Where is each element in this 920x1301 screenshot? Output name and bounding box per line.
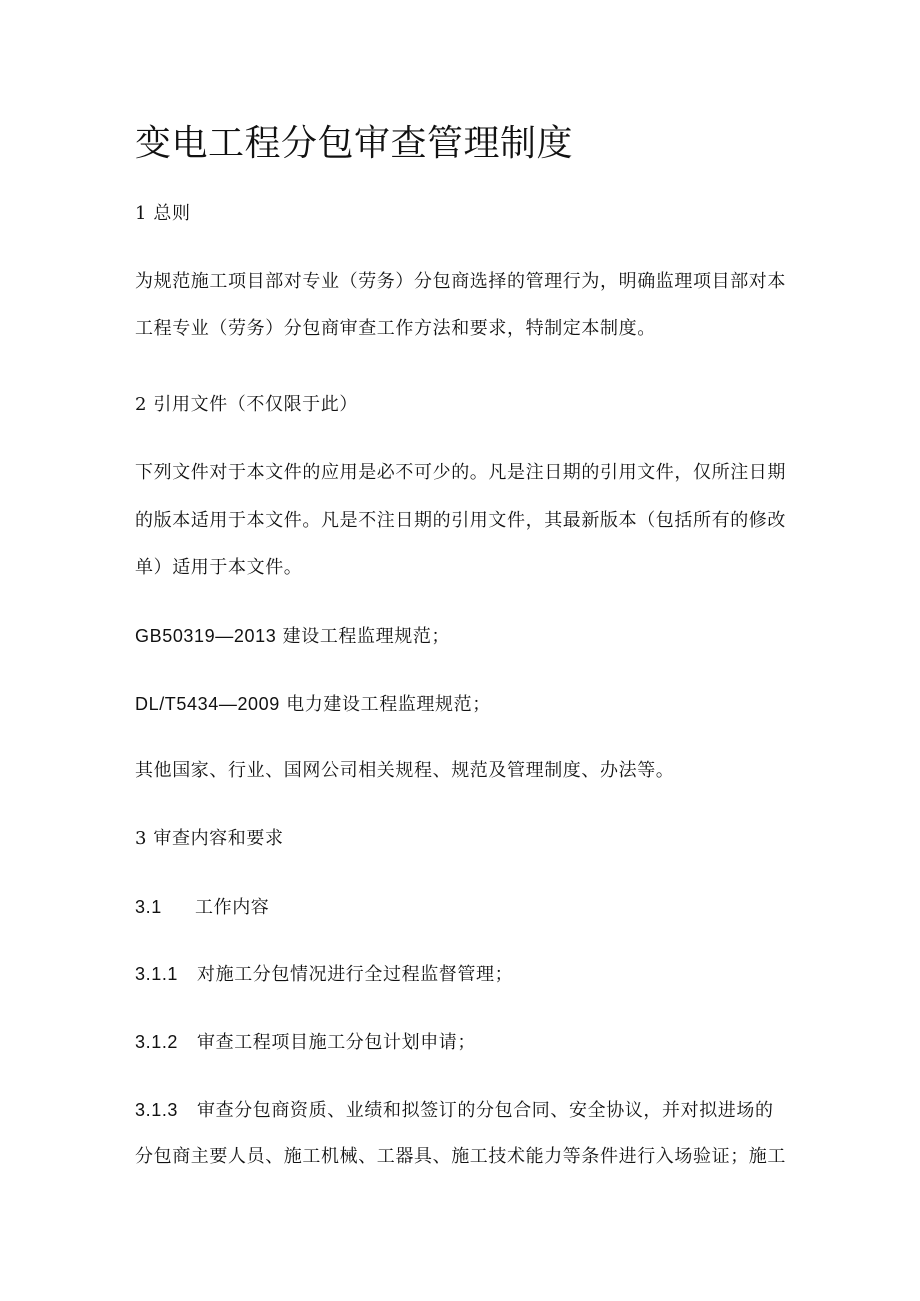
item-3-1-2 bbox=[135, 1030, 476, 1055]
section-2-paragraph-line-1: 下列文件对于本文件的应用是必不可少的。凡是注日期的引用文件，仅所注日期 bbox=[135, 462, 786, 483]
reference-code: DL/T5434—2009 bbox=[135, 694, 280, 714]
section-1-paragraph-line-2: 工程专业（劳务）分包商审查工作方法和要求，特制定本制度。 bbox=[135, 318, 656, 339]
item-text: 审查工程项目施工分包计划申请； bbox=[197, 1032, 476, 1053]
subsection-title: 工作内容 bbox=[195, 897, 270, 918]
reference-title: 建设工程监理规范； bbox=[276, 626, 451, 647]
subsection-number: 3.1 bbox=[135, 897, 162, 917]
item-text: 审查分包商资质、业绩和拟签订的分包合同、安全协议，并对拟进场的 bbox=[197, 1100, 774, 1121]
item-number: 3.1.2 bbox=[135, 1032, 179, 1052]
reference-code: GB50319—2013 bbox=[135, 626, 277, 646]
reference-dl-t5434 bbox=[135, 692, 491, 717]
section-2-paragraph-line-2: 的版本适用于本文件。凡是不注日期的引用文件，其最新版本（包括所有的修改 bbox=[135, 510, 786, 531]
document-title: 变电工程分包审查管理制度 bbox=[135, 123, 574, 164]
item-3-1-3-line-1 bbox=[135, 1098, 774, 1123]
section-1-heading: 1 总则 bbox=[135, 203, 191, 224]
item-3-1-1 bbox=[135, 962, 513, 987]
reference-others: 其他国家、行业、国网公司相关规程、规范及管理制度、办法等。 bbox=[135, 760, 675, 781]
section-2-paragraph-line-3: 单）适用于本文件。 bbox=[135, 557, 303, 578]
item-number: 3.1.1 bbox=[135, 964, 179, 984]
item-3-1-3-line-2: 分包商主要人员、施工机械、工器具、施工技术能力等条件进行入场验证；施工 bbox=[135, 1146, 786, 1167]
section-2-heading: 2 引用文件（不仅限于此） bbox=[135, 394, 358, 415]
subsection-3-1 bbox=[135, 895, 269, 920]
reference-title: 电力建设工程监理规范； bbox=[279, 694, 491, 715]
section-3-heading: 3 审查内容和要求 bbox=[135, 828, 284, 849]
section-1-paragraph-line-1: 为规范施工项目部对专业（劳务）分包商选择的管理行为，明确监理项目部对本 bbox=[135, 271, 786, 292]
reference-gb50319 bbox=[135, 624, 450, 649]
item-text: 对施工分包情况进行全过程监督管理； bbox=[197, 964, 514, 985]
item-number: 3.1.3 bbox=[135, 1100, 179, 1120]
